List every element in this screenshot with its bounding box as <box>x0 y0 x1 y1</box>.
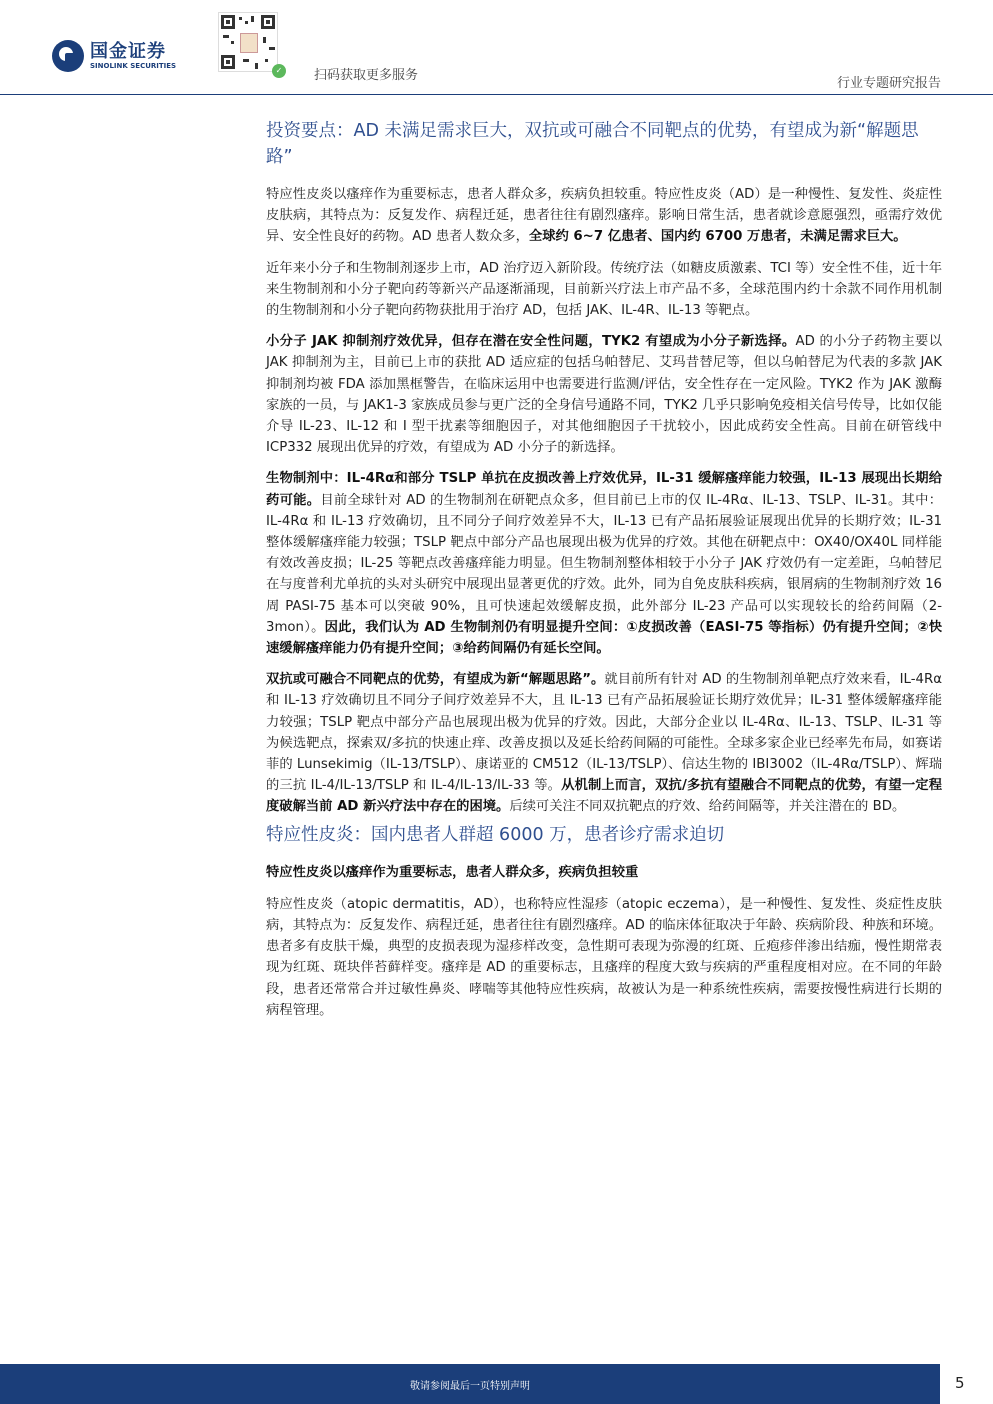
header-divider <box>0 94 993 95</box>
paragraph-text: 特应性皮炎以瘙痒作为重要标志，患者人群众多，疾病负担较重。特应性皮炎（AD）是一种慢性、复发性、炎症性皮肤病，其特点为：反复发作、病程迁延，患者往往有剧烈瘙痒。影响日常生活，患者就诊意愿强烈，亟需疗效优异、安全性良好的药物。AD 患者人数众多， <box>266 187 942 245</box>
paragraph-bold: 全球约 6~7 亿患者、国内约 6700 万患者，未满足需求巨大。 <box>528 229 907 245</box>
logo-english-name: SINOLINK SECURITIES <box>90 61 177 70</box>
section-title-investment-highlights: 投资要点：AD 未满足需求巨大，双抗或可融合不同靶点的优势，有望成为新“解题思路” <box>266 121 919 167</box>
paragraph-small-molecule-jak <box>266 331 942 458</box>
logo-chinese-name: 国金证券 <box>90 40 166 62</box>
qr-code-icon[interactable] <box>218 12 278 72</box>
paragraph-bold: 生物制剂中：IL-4Rα和部分 TSLP 单抗在皮损改善上疗效优异，IL-31 缓解瘙痒能力较强，IL-13 展现出长期给药可能。 <box>266 471 942 508</box>
paragraph-text: 特应性皮炎（atopic dermatitis，AD），也称特应性湿疹（atopic eczema），是一种慢性、复发性、炎症性皮肤病，其特点为：反复发作、病程迁延，患者往往有剧烈瘙痒。AD 的临床体征取决于年龄、疾病阶段、种族和环境。患者多有皮肤干燥，典型的皮损表现为湿疹样改变，急性期可表现为弥漫的红斑、丘疱疹伴渗出结痂，慢性期常表现为红斑、斑块伴苔藓样变。瘙痒是 AD 的重要标志，且瘙痒的程度大致与疾病的严重程度相对应。在不同的年龄段，患者还常常合并过敏性鼻炎、哮喘等其他特应性疾病，故被认为是一种系统性疾病，需要按慢性病进行长期的病程管理。 <box>266 896 942 1018</box>
paragraph-text: 近年来小分子和生物制剂逐步上市，AD 治疗迈入新阶段。传统疗法（如糖皮质激素、TCI 等）安全性不佳，近十年来生物制剂和小分子靶向药等新兴产品逐渐涌现，目前新兴疗法上市产品不多，全球范围内约十余款不同作用机制的生物制剂和小分子靶向药物获批用于治疗 AD，包括 JAK、IL-4R、IL-13 等靶点。 <box>266 260 942 319</box>
logo-mark-icon <box>52 40 84 72</box>
company-logo <box>52 40 176 72</box>
paragraph-bispecifics <box>266 669 942 817</box>
wechat-mini-program-icon: ✓ <box>272 64 286 78</box>
paragraph-ad-definition <box>266 894 942 1021</box>
paragraph-biologics <box>266 468 942 659</box>
section-title-atopic-dermatitis: 特应性皮炎：国内患者人群超 6000 万，患者诊疗需求迫切 <box>266 824 725 845</box>
qr-caption: 扫码获取更多服务 <box>314 68 419 83</box>
paragraph-bold-conclusion: 因此，我们认为 AD 生物制剂仍有明显提升空间：①皮损改善（EASI-75 等指标）仍有提升空间；②快速缓解瘙痒能力仍有提升空间；③给药间隔仍有延长空间。 <box>266 619 943 657</box>
paragraph-text: 目前全球针对 AD 的生物制剂在研靶点众多，但目前已上市的仅 IL-4Rα、IL-13、TSLP、IL-31。其中：IL-4Rα 和 IL-13 疗效确切，且不同分子间疗效差异不大，IL-13 已有产品拓展验证展现出优异的长期疗效；IL-31 整体缓解瘙痒能力较强；TSLP 靶点中部分产品也展现出极为优异的疗效。其他在研靶点中：OX40/OX40L 同样能有效改善皮损；IL-25 等靶点改善瘙痒能力明显。但生物制剂整体相较于小分子 JAK 疗效仍有一定差距，乌帕替尼在与度普利尤单抗的头对头研究中展现出显著更优的疗效。此外，同为自免皮肤科疾病，银屑病的生物制剂疗效 16 周 PASI-75 基本可以突破 90%，且可快速起效缓解皮损，此外部分 IL-23 产品可以实现较长的给药间隔（2-3mon）。 <box>266 492 942 635</box>
main-content <box>266 118 942 1031</box>
report-type-label: 行业专题研究报告 <box>836 76 941 91</box>
footer-disclaimer: 敬请参阅最后一页特别声明 <box>410 1381 530 1392</box>
paragraph-ad-burden <box>266 184 942 248</box>
paragraph-bold-mechanism: 从机制上而言，双抗/多抗有望融合不同靶点的优势，有望一定程度破解当前 AD 新兴疗法中存在的困境。 <box>266 778 943 815</box>
paragraph-text-followup: 后续可关注不同双抗靶点的疗效、给药间隔等，并关注潜在的 BD。 <box>509 799 906 815</box>
sub-heading-itch-burden: 特应性皮炎以瘙痒作为重要标志，患者人群众多，疾病负担较重 <box>266 864 639 880</box>
paragraph-text: 就目前所有针对 AD 的生物制剂单靶点疗效来看，IL-4Rα 和 IL-13 疗效确切且不同分子间疗效差异不大，且 IL-13 已有产品拓展验证长期疗效优异；IL-31 整体缓解瘙痒能力较强；TSLP 靶点中部分产品也展现出极为优异的疗效。因此，大部分企业以 IL-4Rα、IL-13、TSLP、IL-31 等为候选靶点，探索双/多抗的快速止痒、改善皮损以及延长给药间隔的可能性。全球多家企业已经率先布局，如赛诺菲的 Lunsekimig（IL-13/TSLP）、康诺亚的 CM512（IL-13/TSLP）、信达生物的 IBI3002（IL-4Rα/TSLP）、辉瑞的三抗 IL-4/IL-13/TSLP 和 IL-4/IL-13/IL-33 等。 <box>266 672 942 794</box>
page-number: 5 <box>955 1374 965 1392</box>
paragraph-treatment-landscape <box>266 258 942 322</box>
paragraph-bold: 小分子 JAK 抑制剂疗效优异，但存在潜在安全性问题，TYK2 有望成为小分子新选择。 <box>266 334 796 350</box>
paragraph-bold: 双抗或可融合不同靶点的优势，有望成为新“解题思路”。 <box>266 672 605 688</box>
page-header <box>0 0 993 96</box>
paragraph-text: AD 的小分子药物主要以 JAK 抑制剂为主，目前已上市的获批 AD 适应症的包括乌帕替尼、艾玛昔替尼等，但以乌帕替尼为代表的多款 JAK 抑制剂均被 FDA 添加黑框警告，在临床运用中也需要进行监测/评估，安全性存在一定风险。TYK2 作为 JAK 激酶家族的一员，与 JAK1-3 家族成员参与更广泛的全身信号通路不同，TYK2 几乎只影响免疫相关信号传导，比如仅能介导 IL-23、IL-12 和 I 型干扰素等细胞因子，对其他细胞因子干扰较小，因此成药安全性高。目前在研管线中 ICP332 展现出优异的疗效，有望成为 AD 小分子的新选择。 <box>266 334 943 456</box>
